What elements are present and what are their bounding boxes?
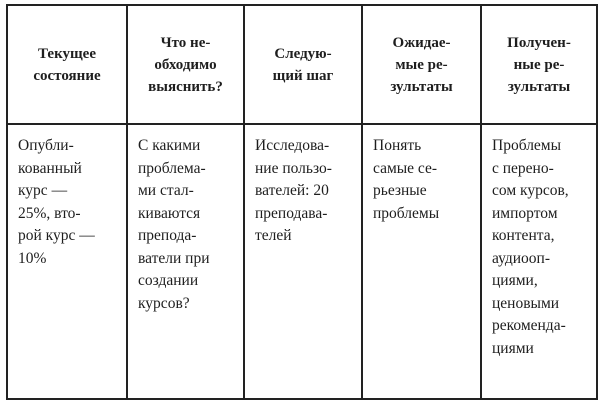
cell-obtained-results: Проблемы с перено- сом курсов, импортом контента, аудиооп- циями, ценовыми рекоменда- циями: [481, 124, 597, 399]
header-next-step: Следую- щий шаг: [244, 5, 362, 124]
research-plan-table: [6, 4, 598, 400]
header-what-to-find-out: Что не- обходимо выяснить?: [127, 5, 244, 124]
table-row: [7, 124, 597, 399]
cell-what-to-find-out: С какими проблема- ми стал- киваются препода- ватели при создании курсов?: [127, 124, 244, 399]
header-obtained-results: Получен- ные ре- зультаты: [481, 5, 597, 124]
cell-next-step: Исследова- ние пользо- вателей: 20 преподава- телей: [244, 124, 362, 399]
cell-current-state: Опубли- кованный курс — 25%, вто- рой курс — 10%: [7, 124, 127, 399]
header-current-state: Текущее состояние: [7, 5, 127, 124]
header-expected-results: Ожидае- мые ре- зультаты: [362, 5, 481, 124]
cell-expected-results: Понять самые се- рьезные проблемы: [362, 124, 481, 399]
header-row: [7, 5, 597, 124]
